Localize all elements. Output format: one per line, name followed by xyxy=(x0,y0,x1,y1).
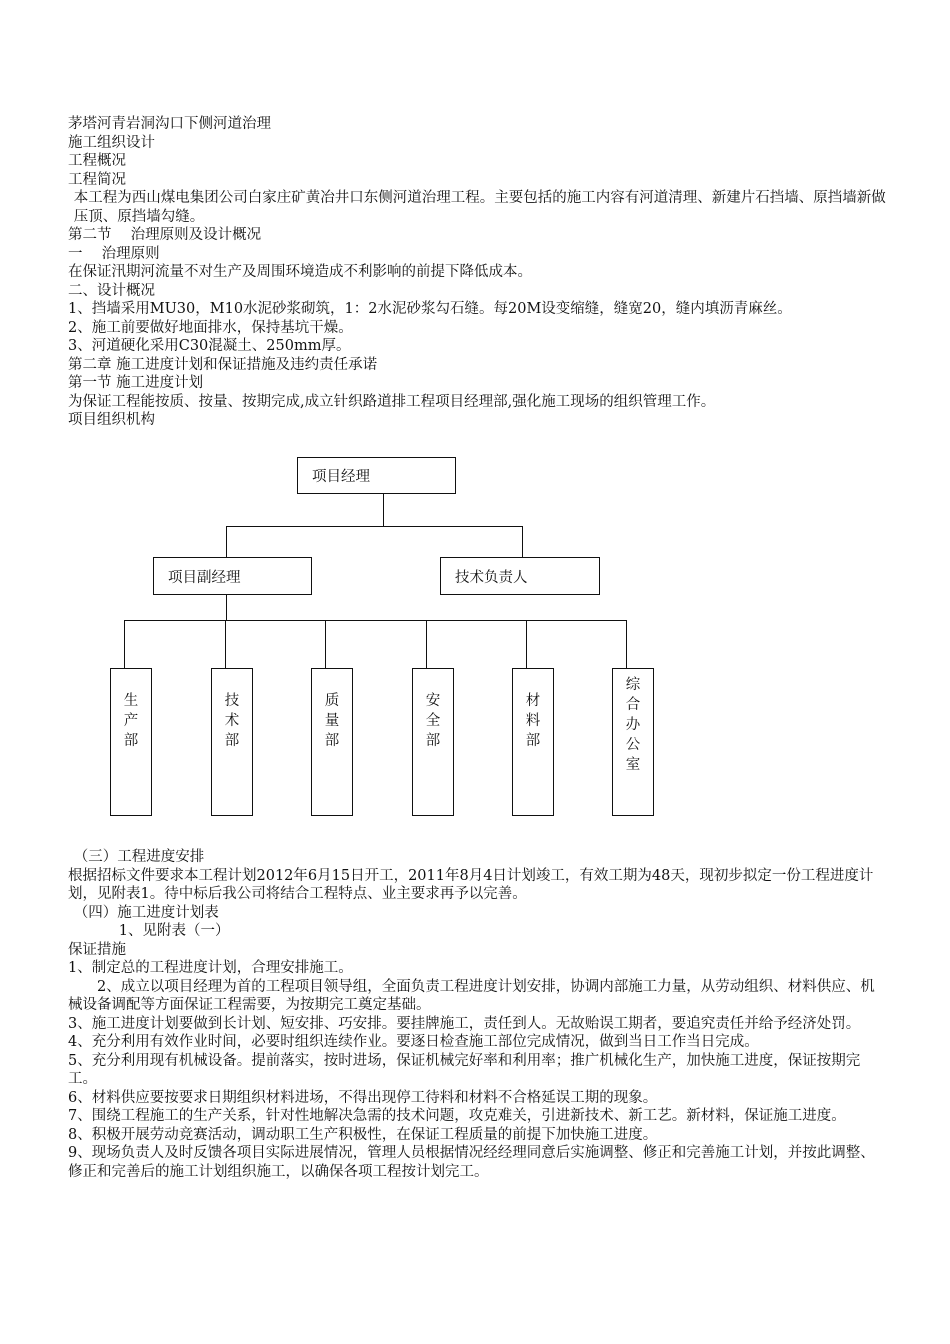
guarantee-item-1: 1、制定总的工程进度计划，合理安排施工。 xyxy=(68,960,353,976)
heading-schedule: （三）工程进度安排 xyxy=(73,849,205,865)
heading-org-structure: 项目组织机构 xyxy=(68,412,155,428)
org-box-dept-technical xyxy=(211,668,253,816)
org-box-deputy-manager: 项目副经理 xyxy=(153,557,312,595)
paragraph-principle: 在保证汛期河流量不对生产及周围环境造成不利影响的前提下降低成本。 xyxy=(68,264,532,280)
guarantee-item-3: 3、施工进度计划要做到长计划、短安排、巧安排。要挂牌施工，责任到人。无故贻误工期者，要追究责任并给予经济处罚。 xyxy=(68,1015,861,1032)
heading-chapter-2: 第二章 施工进度计划和保证措施及违约责任承诺 xyxy=(68,356,378,373)
guarantee-item-4: 4、充分利用有效作业时间，必要时组织连续作业。要逐日检查施工部位完成情况，做到当日工作当日完成。 xyxy=(68,1034,759,1050)
org-box-dept-production xyxy=(110,668,152,816)
org-box-technical-lead: 技术负责人 xyxy=(440,557,600,595)
guarantee-item-2: 2、成立以项目经理为首的工程项目领导组，全面负责工程进度计划安排，协调内部施工力量，从劳动组织、材料供应、机械设备调配等方面保证工程需要，为按期完工奠定基础。 xyxy=(68,978,875,1013)
heading-section-1: 第一节 施工进度计划 xyxy=(68,375,204,391)
heading-principle: 一 治理原则 xyxy=(68,245,160,262)
intro-section xyxy=(68,115,888,430)
heading-section-2: 第二节 治理原则及设计概况 xyxy=(68,227,262,243)
guarantee-item-6: 6、材料供应要按要求日期组织材料进场，不得出现停工待料和材料不合格延误工期的现象。 xyxy=(68,1089,658,1106)
schedule-table-ref: 1、见附表（一） xyxy=(118,923,230,939)
design-item-1: 1、挡墙采用MU30，M10水泥砂浆砌筑，1：2水泥砂浆勾石缝。每20M设变缩缝，缝宽20，缝内填沥青麻丝。 xyxy=(68,301,792,317)
design-item-3: 3、河道硬化采用C30混凝土、250mm厚。 xyxy=(68,338,351,354)
document-title: 施工组织设计 xyxy=(68,134,155,151)
guarantee-item-7: 7、围绕工程施工的生产关系，针对性地解决急需的技术问题，攻克难关，引进新技术、新工艺。新材料，保证施工进度。 xyxy=(68,1108,846,1124)
heading-brief: 工程简况 xyxy=(68,171,126,188)
heading-overview: 工程概况 xyxy=(68,153,126,169)
guarantee-item-5: 5、充分利用现有机械设备。提前落实，按时进场，保证机械完好率和利用率；推广机械化生产，加快施工进度，保证按期完工。 xyxy=(68,1052,861,1087)
heading-guarantee: 保证措施 xyxy=(68,941,126,958)
dept-label: 技 术 部 xyxy=(224,693,240,749)
dept-label: 质 量 部 xyxy=(324,693,340,749)
paragraph-schedule: 根据招标文件要求本工程计划2012年6月15日开工，2011年8月4日计划竣工，有效工期为48天，现初步拟定一份工程进度计划，见附表1。待中标后我公司将结合工程特点、业主要求再予以完善。 xyxy=(68,867,874,902)
org-box-dept-safety xyxy=(412,668,454,816)
dept-label: 生 产 部 xyxy=(123,693,139,749)
guarantee-item-9: 9、现场负责人及时反馈各项目实际进展情况，管理人员根据情况经经理同意后实施调整、修正和完善施工计划，并按此调整、修正和完善后的施工计划组织施工，以确保各项工程按计划完工。 xyxy=(68,1145,875,1180)
heading-design: 二、设计概况 xyxy=(68,282,155,299)
org-box-project-manager: 项目经理 xyxy=(297,457,456,494)
heading-schedule-table: （四）施工进度计划表 xyxy=(73,904,219,921)
org-box-dept-quality xyxy=(311,668,353,816)
org-box-dept-admin-office xyxy=(612,668,654,816)
schedule-section xyxy=(68,848,888,1181)
dept-label: 安 全 部 xyxy=(425,693,441,749)
project-title: 茅塔河青岩洞沟口下侧河道治理 xyxy=(68,116,271,132)
design-item-2: 2、施工前要做好地面排水，保持基坑干燥。 xyxy=(68,319,353,336)
paragraph-organization: 为保证工程能按质、按量、按期完成,成立针织路道排工程项目经理部,强化施工现场的组织管理工作。 xyxy=(68,393,716,410)
dept-label: 材 料 部 xyxy=(525,693,541,749)
guarantee-item-8: 8、积极开展劳动竞赛活动，调动职工生产积极性，在保证工程质量的前提下加快施工进度。 xyxy=(68,1126,658,1143)
dept-label: 综 合 办 公 室 xyxy=(625,677,641,773)
org-box-dept-materials xyxy=(512,668,554,816)
paragraph-brief: 本工程为西山煤电集团公司白家庄矿黄冶井口东侧河道治理工程。主要包括的施工内容有河道清理、新建片石挡墙、原挡墙新做压顶、原挡墙勾缝。 xyxy=(73,190,886,225)
